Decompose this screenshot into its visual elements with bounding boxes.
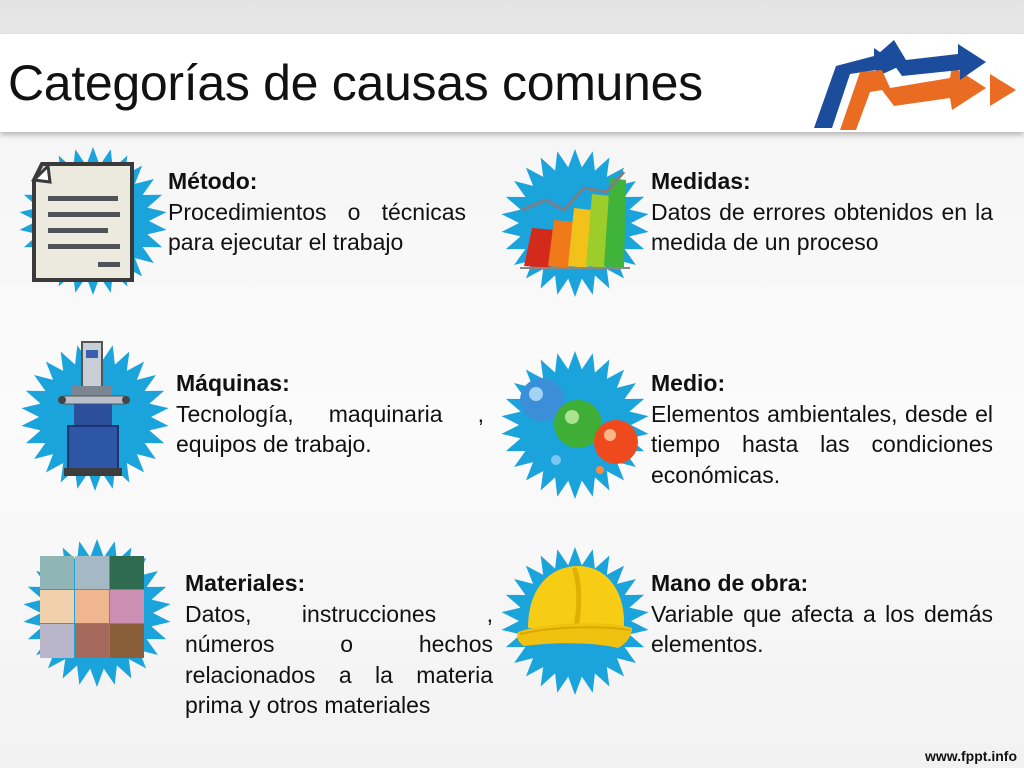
milling-machine-icon — [52, 340, 136, 480]
bar-chart-icon — [520, 170, 632, 270]
category-description: Procedimientos o técnicas para ejecutar el trabajo — [168, 198, 466, 255]
hard-hat-icon — [514, 562, 634, 660]
category-heading: Máquinas: — [176, 370, 290, 396]
category-heading: Mano de obra: — [651, 570, 809, 596]
category-heading: Materiales: — [185, 570, 306, 596]
arrows-logo-icon — [810, 32, 1022, 132]
category-description: Elementos ambientales, desde el tiempo hasta las condiciones económicas. — [651, 400, 993, 488]
category-description: Variable que afecta a los demás elementos. — [651, 600, 993, 657]
category-heading: Medidas: — [651, 168, 751, 194]
footer-url: www.fppt.info — [924, 748, 1017, 764]
category-heading: Método: — [168, 168, 258, 194]
globes-icon — [512, 372, 642, 478]
category-heading: Medio: — [651, 370, 726, 396]
material-samples-icon — [40, 556, 144, 658]
slide-title: Categorías de causas comunes — [8, 55, 703, 111]
category-description: Tecnología, maquinaria , equipos de trabajo. — [176, 400, 484, 457]
category-description: Datos, instrucciones , números o hechos relacionados a la materia prima y otros materiales — [185, 600, 493, 718]
category-description: Datos de errores obtenidos en la medida de un proceso — [651, 198, 993, 255]
document-icon — [28, 158, 144, 286]
